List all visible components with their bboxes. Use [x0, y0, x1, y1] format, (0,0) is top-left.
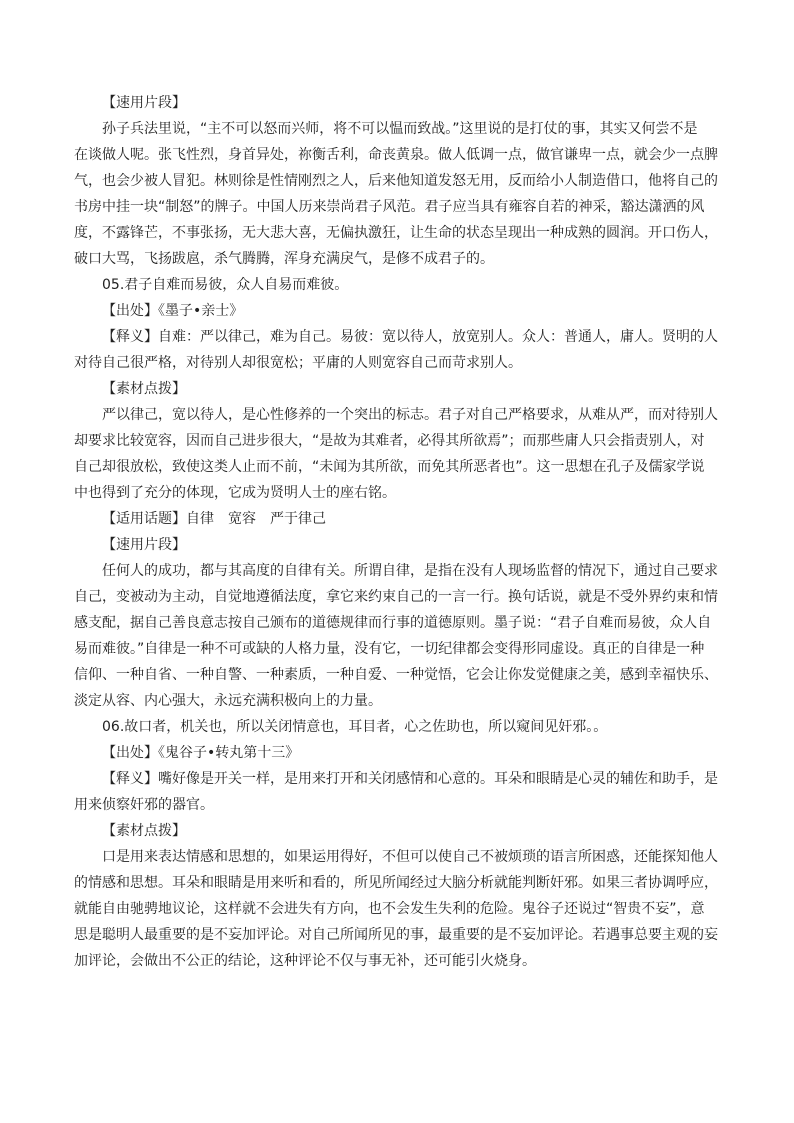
paragraph-line: 对待自己很严格，对待别人却很宽松；平庸的人则宽容自己而苛求别人。: [74, 355, 522, 371]
paragraph-line: 感支配，据自己善良意志按自己颁布的道德规律而行事的道德原则。墨子说：“君子自难而易彼，众人自: [74, 615, 712, 631]
paragraph-line: 气，也会少被人冒犯。林则徐是性情刚烈之人，后来他知道发怒无用，反而给小人制造借口，他将自己的: [74, 173, 718, 189]
paragraph-line: 淡定从容、内心强大，永远充满积极向上的力量。: [74, 693, 382, 709]
paragraph: [74, 766, 722, 818]
paragraph-line: 中也得到了充分的体现，它成为贤明人士的座右铭。: [74, 485, 396, 501]
paragraph-line: 任何人的成功，都与其高度的自律有关。所谓自律，是指在没有人现场监督的情况下，通过自己要求: [102, 563, 718, 579]
paragraph-line: 严以律己，宽以待人，是心性修养的一个突出的标志。君子对自己严格要求，从难从严，而对待别人: [102, 407, 718, 423]
paragraph-line: 度，不露锋芒，不事张扬，无大悲大喜，无偏执激狂，让生命的状态呈现出一种成熟的圆润。开口伤人，: [74, 225, 718, 241]
paragraph-line: 易而难彼。”自律是一种不可或缺的人格力量，没有它，一切纪律都会变得形同虚设。真正的自律是一种: [74, 641, 705, 657]
paragraph-line: 思是聪明人最重要的是不妄加评论。对自己所闻所见的事，最重要的是不妄加评论。若遇事总要主观的妄: [74, 927, 718, 943]
paragraph: [74, 402, 722, 506]
paragraph-line: 信仰、一种自省、一种自警、一种素质，一种自爱、一种觉悟，它会让你发觉健康之美，感到幸福快乐、: [74, 667, 718, 683]
section-heading: 【素材点拨】: [102, 823, 186, 839]
paragraph-line: 加评论，会做出不公正的结论，这种评论不仅与事无补，还可能引火烧身。: [74, 953, 536, 969]
section-heading: 【适用话题】自律 宽容 严于律己: [102, 511, 326, 527]
paragraph: [74, 324, 722, 376]
paragraph-line: 的情感和思想。耳朵和眼睛是用来听和看的，所见所闻经过大脑分析就能判断奸邪。如果三者协调呼应，: [74, 875, 718, 891]
section-heading: 【出处】《鬼谷子•转丸第十三》: [102, 745, 300, 761]
paragraph-line: 孙子兵法里说，“主不可以怒而兴师，将不可以愠而致战。”这里说的是打仗的事，其实又何尝不是: [102, 121, 698, 137]
paragraph-line: 口是用来表达情感和思想的，如果运用得好，不但可以使自己不被烦琐的语言所困惑，还能探知他人: [102, 849, 718, 865]
section-heading: 【出处】《墨子•亲士》: [102, 303, 244, 319]
section-heading: 【速用片段】: [102, 95, 186, 111]
document-body: [74, 90, 722, 974]
section-heading: 05.君子自难而易彼，众人自易而难彼。: [102, 277, 349, 293]
paragraph-line: 自己，变被动为主动，自觉地遵循法度，拿它来约束自己的一言一行。换句话说，就是不受外界约束和情: [74, 589, 718, 605]
section-heading: 【速用片段】: [102, 537, 186, 553]
section-heading: 【素材点拨】: [102, 381, 186, 397]
paragraph-line: 破口大骂，飞扬跋扈，杀气腾腾，浑身充满戾气，是修不成君子的。: [74, 251, 494, 267]
paragraph: [74, 116, 722, 272]
paragraph-line: 就能自由驰骋地议论，这样就不会进失有方向，也不会发生失利的危险。鬼谷子还说过“智贵不妄”，意: [74, 901, 705, 917]
paragraph-line: 书房中挂一块“制怒”的牌子。中国人历来崇尚君子风范。君子应当具有雍容自若的神采，豁达潇洒的风: [74, 199, 705, 215]
paragraph: [74, 558, 722, 714]
paragraph-line: 用来侦察奸邪的器官。: [74, 797, 214, 813]
paragraph: [74, 844, 722, 974]
paragraph-line: 却要求比较宽容，因而自己进步很大，“是故为其难者，必得其所欲焉”；而那些庸人只会指责别人，对: [74, 433, 705, 449]
paragraph-line: 在谈做人呢。张飞性烈，身首异处，祢衡舌利，命丧黄泉。做人低调一点，做官谦卑一点，就会少一点脾: [74, 147, 718, 163]
paragraph-line: 自己却很放松，致使这类人止而不前，“未闻为其所欲，而免其所恶者也”。这一思想在孔子及儒家学说: [74, 459, 705, 475]
paragraph-line: 【释义】嘴好像是开关一样，是用来打开和关闭感情和心意的。耳朵和眼睛是心灵的辅佐和助手，是: [102, 771, 718, 787]
paragraph-line: 【释义】自难：严以律己，难为自己。易彼：宽以待人，放宽别人。众人：普通人，庸人。贤明的人: [102, 329, 718, 345]
section-heading: 06.故口者，机关也，所以关闭情意也，耳目者，心之佐助也，所以窥间见奸邪。。: [102, 719, 608, 735]
